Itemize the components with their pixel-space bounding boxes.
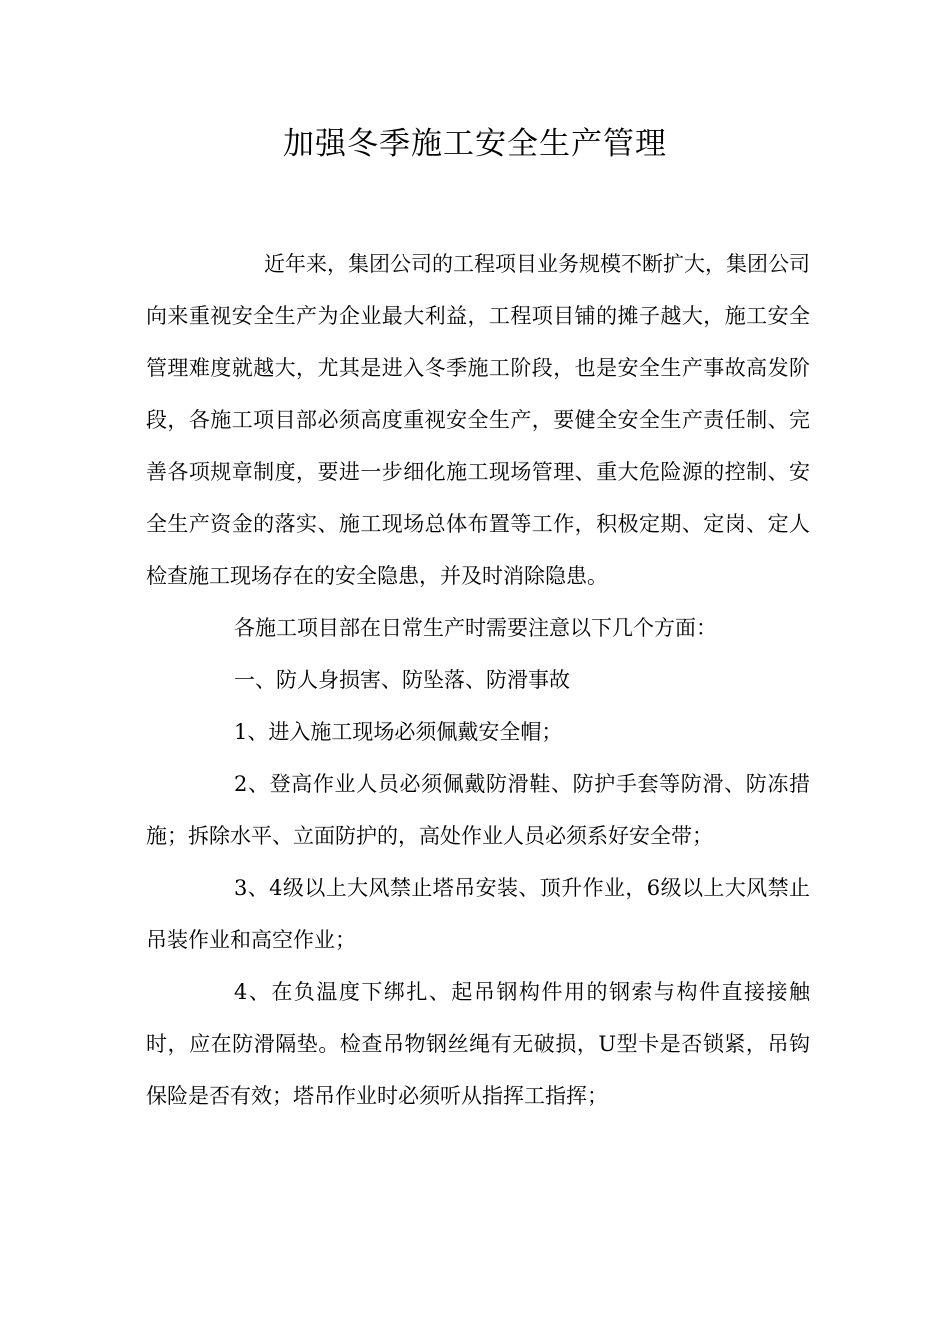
list-item-4: 4、在负温度下绑扎、起吊钢构件用的钢索与构件直接接触时，应在防滑隔垫。检查吊物钢丝绳有无破损，U型卡是否锁紧，吊钩保险是否有效；塔吊作业时必须听从指挥工指挥； [146,980,810,1108]
list-item-3: 3、4级以上大风禁止塔吊安装、顶升作业，6级以上大风禁止吊装作业和高空作业； [146,876,810,952]
list-item-1: 1、进入施工现场必须佩戴安全帽； [234,720,563,744]
paragraph-intro: 近年来，集团公司的工程项目业务规模不断扩大，集团公司向来重视安全生产为企业最大利益，工程项目铺的摊子越大，施工安全管理难度就越大，尤其是进入冬季施工阶段，也是安全生产事故高发阶段，各施工项目部必须高度重视安全生产，要健全安全生产责任制、完善各项规章制度，要进一步细化施工现场管理、重大危险源的控制、安全生产资金的落实、施工现场总体布置等工作，积极定期、定岗、定人检查施工现场存在的安全隐患，并及时消除隐患。 [146,252,810,588]
paragraph-aspects-intro: 各施工项目部在日常生产时需要注意以下几个方面： [234,616,717,640]
section-heading-1: 一、防人身损害、防坠落、防滑事故 [234,668,570,692]
list-item-2: 2、登高作业人员必须佩戴防滑鞋、防护手套等防滑、防冻措施；拆除水平、立面防护的，高处作业人员必须系好安全带； [146,772,810,848]
document-body [146,238,810,1122]
document-title: 加强冬季施工安全生产管理 [283,126,667,162]
